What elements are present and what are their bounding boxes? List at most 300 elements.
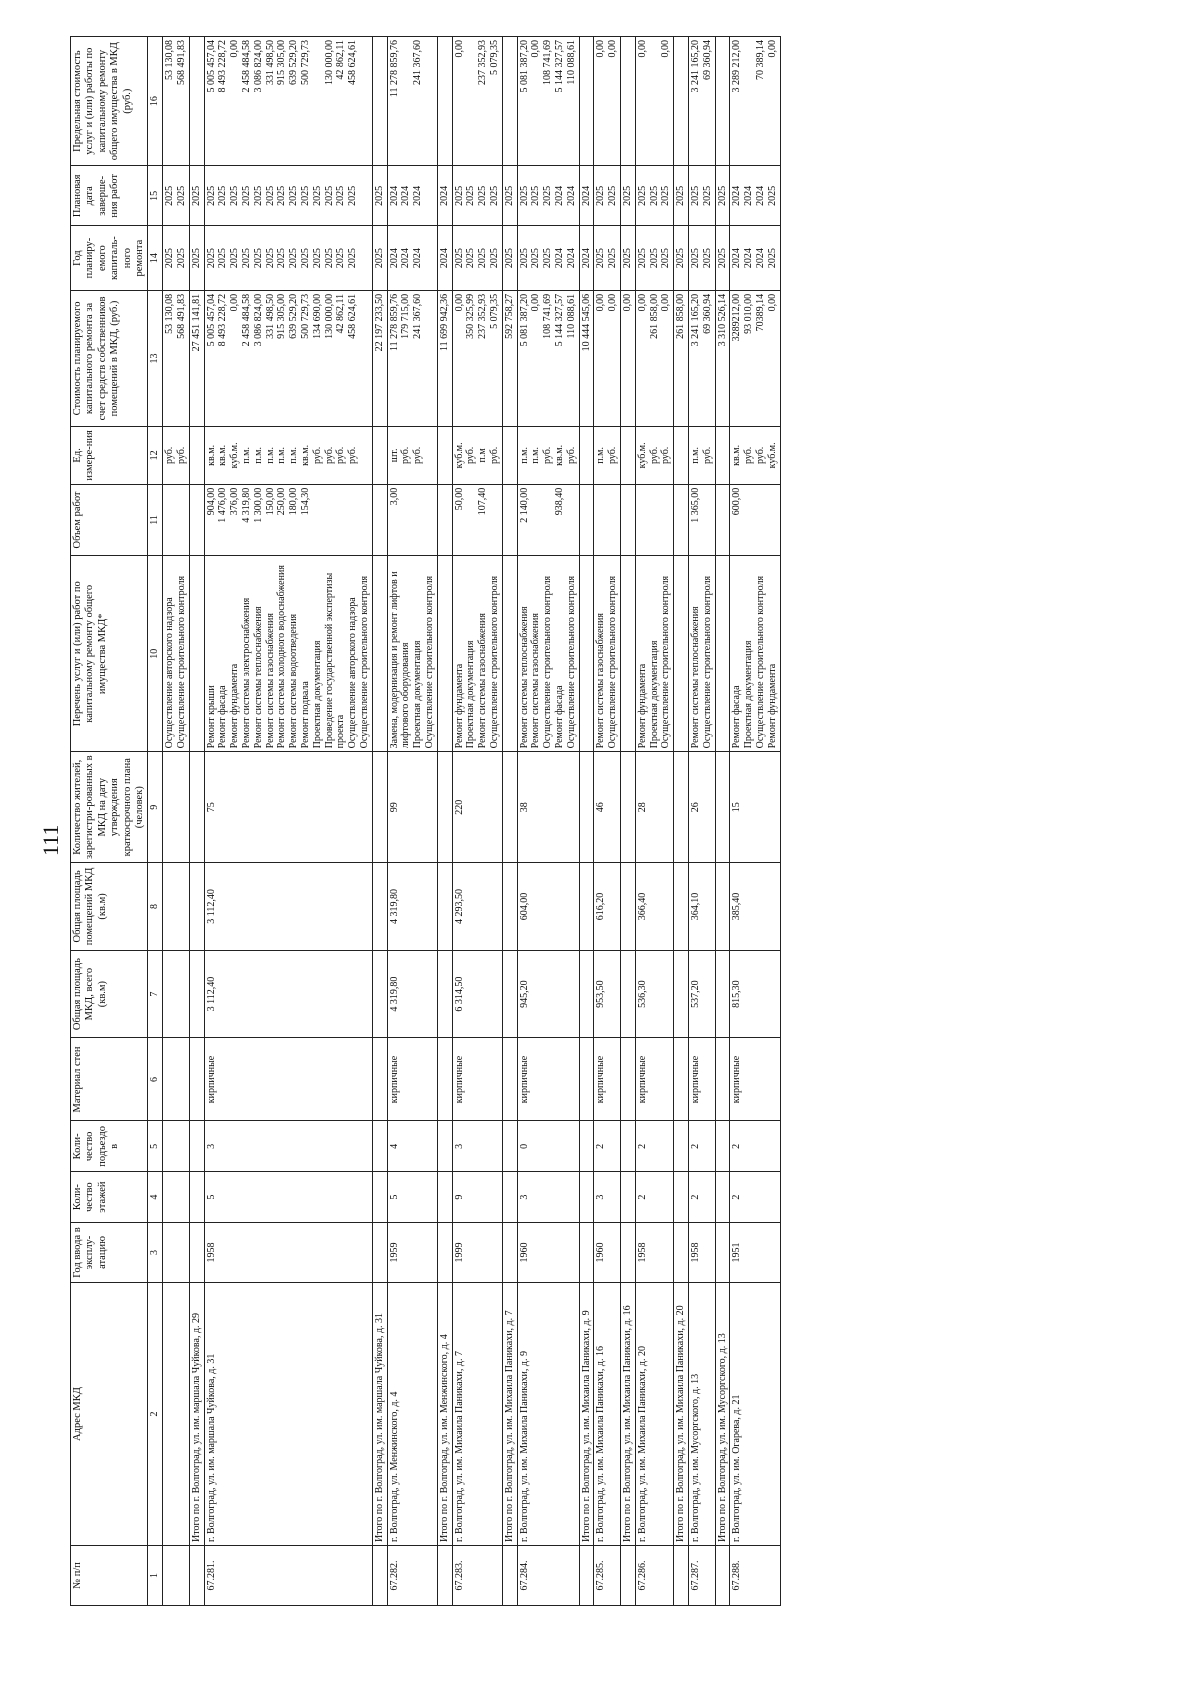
- address-cell: г. Волгоград, ул. им. маршала Чуйкова, д. 31: [204, 1282, 372, 1545]
- completion-year-cell-line: 2024: [565, 185, 577, 206]
- repair-year-cell-line: 2024: [388, 248, 400, 269]
- limit-cost-cell-line: [743, 40, 755, 162]
- unit-cell: [620, 427, 635, 485]
- premises-area-cell: [620, 863, 635, 951]
- repair-year-cell-line: 2024: [412, 248, 424, 269]
- subtotal-row: [437, 37, 452, 1606]
- unit-cell-line: куб.м.: [229, 442, 241, 469]
- volume-cell-line: [324, 488, 336, 553]
- works-cell-line: Проектная документация: [311, 640, 323, 749]
- completion-year-cell-line: 2024: [438, 185, 450, 206]
- limit-cost-cell: [387, 37, 437, 166]
- wall-material-cell: кирпичные: [517, 1038, 579, 1121]
- wall-material-cell: кирпичные: [594, 1038, 621, 1121]
- limit-cost-cell-line: 42 862,11: [335, 40, 347, 80]
- volume-cell-line: [607, 488, 619, 553]
- premises-area-cell: 364,10: [688, 863, 715, 951]
- volume-cell-line: 904,00: [205, 487, 217, 516]
- repair-year-cell: [387, 226, 437, 291]
- unit-cell-line: [717, 430, 729, 481]
- cost-cell-line: 11 699 942,36: [438, 293, 450, 352]
- column-number-8: 8: [148, 863, 163, 951]
- volume-cell-line: [412, 488, 424, 553]
- year-cell: 1958: [204, 1223, 372, 1283]
- works-cell-line: Осуществление строительного контроля: [542, 575, 554, 749]
- volume-cell-line: 1 365,00: [689, 487, 701, 523]
- repair-year-cell-line: 2025: [595, 248, 607, 269]
- column-number-15: 15: [148, 166, 163, 226]
- volume-cell-line: 938,40: [553, 487, 565, 516]
- premises-area-cell: [163, 863, 190, 951]
- unit-cell: [635, 427, 673, 485]
- repair-year-cell-line: 2025: [241, 248, 253, 269]
- volume-cell-line: [637, 488, 649, 553]
- premises-area-cell: 616,20: [594, 863, 621, 951]
- residents-cell: [674, 752, 689, 863]
- completion-year-cell-line: 2025: [621, 185, 633, 206]
- unit-cell-line: руб.: [607, 446, 619, 465]
- unit-cell-line: руб.: [488, 446, 500, 465]
- volume-cell: [163, 484, 190, 556]
- address-cell: г. Волгоград, ул. Менжинского, д. 4: [387, 1282, 437, 1545]
- limit-cost-cell-line: [465, 40, 477, 162]
- repair-year-cell-line: 2025: [190, 248, 202, 269]
- works-cell-line: Осуществление строительного контроля: [701, 575, 713, 749]
- completion-year-cell-line: 2024: [743, 185, 755, 206]
- limit-cost-cell-line: 5 081 387,20: [518, 40, 530, 93]
- unit-cell-line: [439, 430, 451, 481]
- volume-cell: [452, 484, 502, 556]
- address-cell: Итого по г. Волгоград, ул. им. маршала Чуйкова, д. 29: [189, 1282, 204, 1545]
- cost-cell-line: 93 010,00: [743, 293, 755, 334]
- cost-cell: [437, 290, 452, 426]
- residents-cell: [437, 752, 452, 863]
- year-cell: [502, 1223, 517, 1283]
- works-cell-line: [191, 559, 203, 748]
- volume-cell: [674, 484, 689, 556]
- residents-cell: 220: [452, 752, 502, 863]
- column-number-4: 4: [148, 1172, 163, 1223]
- wall-material-cell: [579, 1038, 594, 1121]
- works-cell: [437, 556, 452, 752]
- residents-cell: 15: [730, 752, 780, 863]
- table-row: [163, 37, 190, 1606]
- completion-year-cell-line: 2025: [530, 185, 542, 206]
- column-number-6: 6: [148, 1038, 163, 1121]
- residents-cell: [579, 752, 594, 863]
- works-cell: [730, 556, 780, 752]
- volume-cell-line: [335, 488, 347, 553]
- cost-cell-line: 2 458 484,58: [241, 293, 253, 347]
- completion-year-cell-line: 2025: [300, 185, 312, 206]
- works-cell-line: Ремонт системы газоснабжения: [530, 613, 542, 749]
- works-cell: [204, 556, 372, 752]
- completion-year-cell-line: 2024: [400, 185, 412, 206]
- unit-cell-line: п.м.: [264, 447, 276, 464]
- repair-year-cell: [715, 226, 730, 291]
- volume-cell-line: [312, 488, 324, 553]
- premises-area-cell: [502, 863, 517, 951]
- row-number: 67.288.: [730, 1546, 780, 1606]
- works-cell-line: Ремонт системы водоотведения: [288, 613, 300, 749]
- volume-cell-line: 107,40: [477, 487, 489, 516]
- repair-year-cell-line: 2025: [660, 248, 672, 269]
- residents-cell: [502, 752, 517, 863]
- repair-year-cell-line: 2025: [373, 248, 385, 269]
- cost-cell-line: 5 144 327,57: [553, 293, 565, 347]
- works-cell-line: [504, 559, 516, 748]
- total-area-cell: [674, 950, 689, 1038]
- column-number-9: 9: [148, 752, 163, 863]
- works-cell-line: Осуществление авторского надзора: [164, 597, 176, 749]
- unit-cell: [715, 427, 730, 485]
- subtotal-row: [579, 37, 594, 1606]
- unit-cell: [387, 427, 437, 485]
- floors-cell: [715, 1172, 730, 1223]
- unit-cell-line: руб.: [648, 446, 660, 465]
- works-cell: [189, 556, 204, 752]
- limit-cost-cell: [204, 37, 372, 166]
- total-area-cell: 536,30: [635, 950, 673, 1038]
- limit-cost-cell-line: 500 729,73: [300, 40, 312, 85]
- wall-material-cell: кирпичные: [387, 1038, 437, 1121]
- completion-year-cell-line: 2025: [689, 185, 701, 206]
- address-cell: г. Волгоград, ул. им. Огарева, д. 21: [730, 1282, 780, 1545]
- works-cell-line: Ремонт системы теплоснабжения: [252, 606, 264, 749]
- completion-year-cell: [189, 166, 204, 226]
- completion-year-cell-line: 2025: [766, 185, 778, 206]
- completion-year-cell: [688, 166, 715, 226]
- works-cell-line: Осуществление строительного контроля: [754, 575, 766, 749]
- column-header-14: Год планиру-емого капиталь-ного ремонта: [71, 226, 148, 291]
- floors-cell: [163, 1172, 190, 1223]
- completion-year-cell: [594, 166, 621, 226]
- table-row: [594, 37, 621, 1606]
- wall-material-cell: кирпичные: [452, 1038, 502, 1121]
- column-header-5: Коли-чество подъездо в: [71, 1121, 148, 1172]
- residents-cell: 46: [594, 752, 621, 863]
- premises-area-cell: [189, 863, 204, 951]
- limit-cost-cell-line: [374, 40, 386, 162]
- volume-cell: [730, 484, 780, 556]
- repair-year-cell: [517, 226, 579, 291]
- premises-area-cell: 385,40: [730, 863, 780, 951]
- row-number: [620, 1546, 635, 1606]
- premises-area-cell: [674, 863, 689, 951]
- limit-cost-cell-line: [622, 40, 634, 162]
- table-row: [517, 37, 579, 1606]
- year-cell: [715, 1223, 730, 1283]
- works-cell: [579, 556, 594, 752]
- volume-cell-line: [566, 488, 578, 553]
- repair-year-cell: [189, 226, 204, 291]
- column-header-10: Перечень услуг и (или) работ по капитальному ремонту общего имущества МКД*: [71, 556, 148, 752]
- repair-year-cell: [204, 226, 372, 291]
- year-cell: [579, 1223, 594, 1283]
- works-cell: [163, 556, 190, 752]
- completion-year-cell-line: 2025: [335, 185, 347, 206]
- residents-cell: 26: [688, 752, 715, 863]
- unit-cell-line: кв.м.: [300, 444, 312, 466]
- cost-cell-line: 0,00: [530, 293, 542, 312]
- repair-year-cell-line: 2025: [675, 248, 687, 269]
- wall-material-cell: кирпичные: [730, 1038, 780, 1121]
- limit-cost-cell-line: 5 144 327,57: [553, 40, 565, 93]
- limit-cost-cell-line: 69 360,94: [701, 40, 713, 80]
- premises-area-cell: 4 293,50: [452, 863, 502, 951]
- repair-year-cell-line: 2025: [264, 248, 276, 269]
- limit-cost-cell-line: [675, 40, 687, 162]
- completion-year-cell-line: 2025: [229, 185, 241, 206]
- completion-year-cell-line: 2025: [636, 185, 648, 206]
- address-cell: Итого по г. Волгоград, ул. им. Мусоргского, д. 13: [715, 1282, 730, 1545]
- completion-year-cell-line: 2025: [701, 185, 713, 206]
- premises-area-cell: [579, 863, 594, 951]
- column-number-5: 5: [148, 1121, 163, 1172]
- limit-cost-cell-line: 241 367,60: [412, 40, 424, 85]
- unit-cell-line: кв.м.: [553, 444, 565, 466]
- repair-year-cell-line: 2025: [503, 248, 515, 269]
- unit-cell-line: [374, 430, 386, 481]
- floors-cell: 3: [517, 1172, 579, 1223]
- residents-cell: [163, 752, 190, 863]
- column-number-10: 10: [148, 556, 163, 752]
- residents-cell: 38: [517, 752, 579, 863]
- column-number-7: 7: [148, 950, 163, 1038]
- completion-year-cell-line: 2025: [542, 185, 554, 206]
- row-number: [579, 1546, 594, 1606]
- completion-year-cell-line: 2024: [553, 185, 565, 206]
- limit-cost-cell-line: [191, 40, 203, 162]
- cost-cell-line: 3289212,00: [731, 293, 743, 342]
- volume-cell-line: [649, 488, 661, 553]
- volume-cell-line: [595, 488, 607, 553]
- unit-cell-line: руб.: [701, 446, 713, 465]
- unit-cell-line: [504, 430, 516, 481]
- premises-area-cell: 4 319,80: [387, 863, 437, 951]
- volume-cell-line: 376,00: [229, 487, 241, 516]
- works-cell: [502, 556, 517, 752]
- completion-year-cell-line: 2025: [648, 185, 660, 206]
- wall-material-cell: [372, 1038, 387, 1121]
- cost-cell: [688, 290, 715, 426]
- repair-year-cell-line: 2025: [542, 248, 554, 269]
- works-cell-line: Осуществление строительного контроля: [359, 575, 370, 749]
- unit-cell-line: п.м.: [518, 447, 530, 464]
- year-cell: 1958: [688, 1223, 715, 1283]
- year-cell: 1960: [594, 1223, 621, 1283]
- row-number: [437, 1546, 452, 1606]
- repair-year-cell-line: 2025: [205, 248, 217, 269]
- residents-cell: [620, 752, 635, 863]
- works-cell-line: Осуществление строительного контроля: [660, 575, 672, 749]
- page-number: 111: [38, 824, 63, 856]
- unit-cell-line: руб.: [754, 446, 766, 465]
- repair-year-cell: [372, 226, 387, 291]
- limit-cost-cell-line: 11 278 859,76: [388, 40, 400, 98]
- address-cell: г. Волгоград, ул. им. Михаила Паникахи, д. 9: [517, 1282, 579, 1545]
- residents-cell: 75: [204, 752, 372, 863]
- repair-year-cell: [163, 226, 190, 291]
- cost-cell-line: 3 241 165,20: [689, 293, 701, 347]
- row-number: [189, 1546, 204, 1606]
- total-area-cell: [437, 950, 452, 1038]
- table-body: [163, 37, 780, 1606]
- cost-cell-line: 134 690,00: [311, 293, 323, 339]
- volume-cell-line: [465, 488, 477, 553]
- cost-cell-line: 261 858,00: [675, 293, 687, 339]
- volume-cell-line: [347, 488, 359, 553]
- unit-cell-line: шт.: [388, 448, 400, 463]
- row-number: 67.285.: [594, 1546, 621, 1606]
- table-row: [635, 37, 673, 1606]
- completion-year-cell: [715, 166, 730, 226]
- works-cell-line: Осуществление строительного контроля: [488, 575, 500, 749]
- repair-year-cell-line: 2024: [553, 248, 565, 269]
- cost-cell-line: 10 444 545,06: [580, 293, 592, 352]
- limit-cost-cell-line: [504, 40, 516, 162]
- cost-cell-line: 237 352,93: [477, 293, 489, 339]
- volume-cell-line: [191, 488, 203, 553]
- repair-year-cell-line: 2025: [176, 248, 188, 269]
- volume-cell-line: [542, 488, 554, 553]
- address-cell: [163, 1282, 190, 1545]
- limit-cost-cell: [189, 37, 204, 166]
- volume-cell-line: [717, 488, 729, 553]
- works-cell-line: Осуществление строительного контроля: [565, 575, 577, 749]
- completion-year-cell-line: 2025: [675, 185, 687, 206]
- cost-cell: [372, 290, 387, 426]
- unit-cell-line: п.м.: [252, 447, 264, 464]
- floors-cell: 5: [204, 1172, 372, 1223]
- limit-cost-cell-line: [581, 40, 593, 162]
- year-cell: 1958: [635, 1223, 673, 1283]
- volume-cell: [502, 484, 517, 556]
- repair-year-cell-line: 2025: [621, 248, 633, 269]
- limit-cost-cell: [730, 37, 780, 166]
- entrances-cell: 3: [204, 1121, 372, 1172]
- limit-cost-cell-line: 108 741,69: [542, 40, 554, 85]
- cost-cell: [189, 290, 204, 426]
- limit-cost-cell-line: 3 086 824,00: [252, 40, 264, 93]
- works-cell-line: Проектная документация: [743, 640, 755, 749]
- limit-cost-cell-line: 70 389,14: [754, 40, 766, 80]
- row-number: [674, 1546, 689, 1606]
- unit-cell-line: руб.: [412, 446, 424, 465]
- year-cell: 1999: [452, 1223, 502, 1283]
- cost-cell-line: 500 729,73: [300, 293, 312, 339]
- cost-cell-line: 0,00: [595, 293, 607, 312]
- repair-year-cell-line: 2025: [648, 248, 660, 269]
- floors-cell: [437, 1172, 452, 1223]
- volume-cell-line: [743, 488, 755, 553]
- works-cell-line: Ремонт фундамента: [453, 663, 465, 749]
- capital-repair-table: [70, 36, 781, 1606]
- entrances-cell: 2: [730, 1121, 780, 1172]
- premises-area-cell: [372, 863, 387, 951]
- table-row: [688, 37, 715, 1606]
- header-row: [71, 37, 148, 1606]
- limit-cost-cell: [635, 37, 673, 166]
- residents-cell: [189, 752, 204, 863]
- cost-cell-line: 69 360,94: [701, 293, 713, 334]
- address-cell: г. Волгоград, ул. им. Михаила Паникахи, д. 16: [594, 1282, 621, 1545]
- limit-cost-cell-line: 53 130,08: [164, 40, 176, 80]
- total-area-cell: [579, 950, 594, 1038]
- limit-cost-cell-line: 130 000,00: [323, 40, 335, 85]
- repair-year-cell-line: 2025: [276, 248, 288, 269]
- unit-cell: [688, 427, 715, 485]
- column-header-8: Общая площадь помещений МКД (кв.м): [71, 863, 148, 951]
- floors-cell: 2: [635, 1172, 673, 1223]
- works-cell: [594, 556, 621, 752]
- completion-year-cell-line: 2025: [252, 185, 264, 206]
- column-number-row: [148, 37, 163, 1606]
- cost-cell-line: 22 197 233,50: [373, 293, 385, 352]
- address-cell: г. Волгоград, ул. им. Михаила Паникахи, д. 20: [635, 1282, 673, 1545]
- row-number: [372, 1546, 387, 1606]
- works-cell-line: [717, 559, 729, 748]
- floors-cell: [372, 1172, 387, 1223]
- repair-year-cell: [502, 226, 517, 291]
- repair-year-cell-line: 2025: [465, 248, 477, 269]
- total-area-cell: [502, 950, 517, 1038]
- column-header-7: Общая площадь МКД, всего (кв.м): [71, 950, 148, 1038]
- volume-cell-line: [660, 488, 672, 553]
- repair-year-cell: [437, 226, 452, 291]
- repair-year-cell-line: 2024: [438, 248, 450, 269]
- unit-cell-line: [622, 430, 634, 481]
- column-header-11: Объем работ: [71, 484, 148, 556]
- unit-cell-line: куб.м.: [453, 442, 465, 469]
- repair-year-cell-line: 2025: [252, 248, 264, 269]
- cost-cell: [452, 290, 502, 426]
- cost-cell-line: 179 715,00: [400, 293, 412, 339]
- limit-cost-cell-line: 0,00: [229, 40, 241, 58]
- row-number: [715, 1546, 730, 1606]
- works-cell-line: Ремонт фундамента: [636, 663, 648, 749]
- cost-cell-line: 241 367,60: [412, 293, 424, 339]
- completion-year-cell: [372, 166, 387, 226]
- wall-material-cell: [502, 1038, 517, 1121]
- works-cell: [452, 556, 502, 752]
- volume-cell: [620, 484, 635, 556]
- cost-cell: [594, 290, 621, 426]
- limit-cost-cell-line: 568 491,83: [176, 40, 188, 85]
- subtotal-row: [715, 37, 730, 1606]
- cost-cell-line: 110 088,61: [565, 293, 577, 339]
- completion-year-cell-line: 2025: [660, 185, 672, 206]
- unit-cell-line: руб.: [743, 446, 755, 465]
- cost-cell-line: 0,00: [607, 293, 619, 312]
- volume-cell: [688, 484, 715, 556]
- row-number: 67.282.: [387, 1546, 437, 1606]
- unit-cell: [437, 427, 452, 485]
- volume-cell-line: 1 300,00: [252, 487, 264, 523]
- cost-cell-line: 458 624,61: [347, 293, 359, 339]
- repair-year-cell: [688, 226, 715, 291]
- column-header-16: Предельная стоимость услуг и (или) работы по капитальному ремонту общего имущества в МКД (руб.): [71, 37, 148, 166]
- unit-cell-line: руб.: [311, 446, 323, 465]
- volume-cell: [635, 484, 673, 556]
- completion-year-cell-line: 2025: [264, 185, 276, 206]
- works-cell-line: Осуществление авторского надзора: [347, 597, 359, 749]
- completion-year-cell-line: 2024: [580, 185, 592, 206]
- wall-material-cell: [189, 1038, 204, 1121]
- entrances-cell: [620, 1121, 635, 1172]
- completion-year-cell-line: 2025: [276, 185, 288, 206]
- limit-cost-cell-line: [312, 40, 324, 162]
